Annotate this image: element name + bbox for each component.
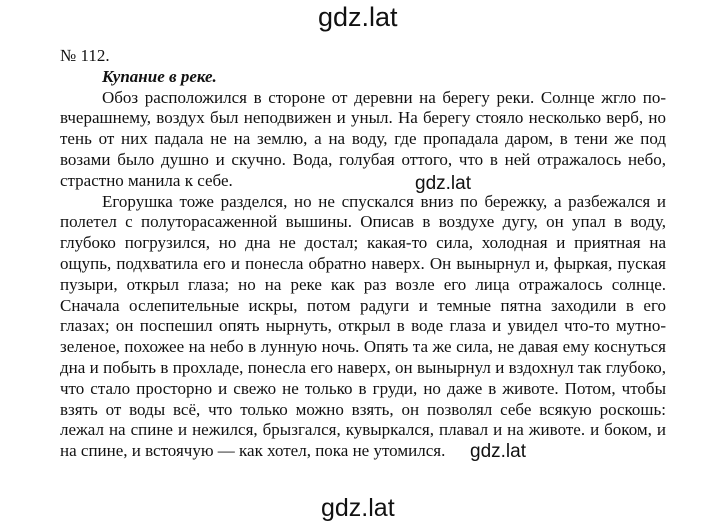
document-body [60, 46, 666, 462]
watermark-top: gdz.lat [318, 2, 398, 32]
watermark-bottom: gdz.lat [321, 494, 395, 522]
task-number: № 112. [60, 46, 110, 65]
paragraph-1: Обоз расположился в стороне от деревни на берегу реки. Солнце жгло по-вчерашнему, воздух был неподвижен и уныл. На берегу стояло несколько верб, но тень от них падала не на землю, а на воду, где пропадала даром, в тени же под возами было душно и скучно. Вода, голубая оттого, что в ней отражалось небо, страстно манила к себе. [60, 87, 666, 190]
watermark-middle-1: gdz.lat [415, 173, 471, 194]
document-title: Купание в реке. [102, 66, 217, 86]
watermark-middle-2: gdz.lat [470, 441, 526, 462]
paragraph-2: Егорушка тоже разделся, но не спускался вниз по бережку, а разбежался и полетел с полуторасаженной вышины. Описав в воздухе дугу, он упал в воду, глубоко погрузился, но дна не достал; какая-то сила, холодная и приятная на ощупь, подхватила его и понесла обратно наверх. Он вынырнул и, фыркая, пуская пузыри, открыл глаза; но на реке как раз возле его лица отражалось солнце. Сначала ослепительные искры, потом радуги и темные пятна заходили в его глазах; он поспешил опять нырнуть, открыл в воде глаза и увидел что-то мутно-зеленое, похожее на небо в лунную ночь. Опять та же сила, не давая ему коснуться дна и побыть в прохладе, понесла его наверх, он вынырнул и вздохнул так глубоко, что стало просторно и свежо не только в груди, но даже в животе. Потом, чтобы взять от воды всё, что только можно взять, он позволял себе всякую роскошь: лежал на спине и нежился, брызгался, кувыркался, плавал и на животе. и боком, и на спине, и встоячую — как хотел, пока не утомился. [60, 191, 666, 461]
